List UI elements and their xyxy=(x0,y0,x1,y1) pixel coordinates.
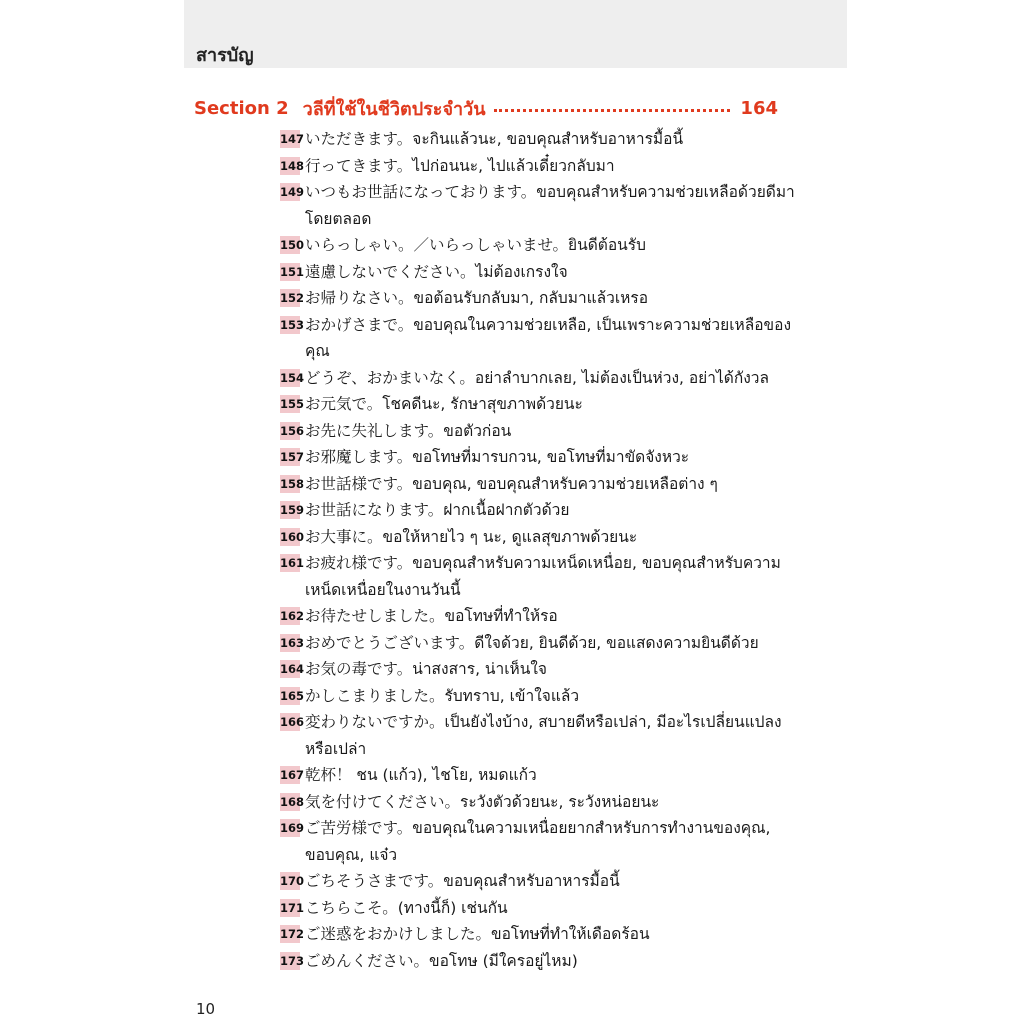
entry-text: お待たせしました。ขอโทษที่ทำให้รอ xyxy=(305,607,558,625)
entry-text: いらっしゃい。／いらっしゃいませ。ยินดีต้อนรับ xyxy=(305,236,646,254)
entry-text: 乾杯！ ชน (แก้ว), ไชโย, หมดแก้ว xyxy=(305,766,537,784)
list-item xyxy=(280,153,800,180)
entry-text: 変わりないですか。เป็นยังไงบ้าง, สบายดีหรือเปล่า, มีอะไรเปลี่ยนแปลงหรือเปล่า xyxy=(305,713,782,758)
entry-number-badge: 149 xyxy=(280,185,305,199)
entry-text: お疲れ様です。ขอบคุณสำหรับความเหน็ดเหนื่อย, ขอบคุณสำหรับความเหน็ดเหนื่อยในงานวันนี้ xyxy=(305,554,781,599)
entry-number-badge: 164 xyxy=(280,662,305,676)
entry-text: ごちそうさまです。ขอบคุณสำหรับอาหารมื้อนี้ xyxy=(305,872,620,890)
entry-number-badge: 161 xyxy=(280,556,305,570)
entry-number-badge: 154 xyxy=(280,370,305,385)
entry-number-badge: 160 xyxy=(280,529,305,544)
header-band xyxy=(184,0,847,68)
list-item xyxy=(280,948,800,975)
entry-number-badge: 173 xyxy=(280,953,305,968)
dotted-leader xyxy=(494,109,731,112)
list-item xyxy=(280,471,800,498)
list-item xyxy=(280,312,800,365)
entry-number-badge: 153 xyxy=(280,317,305,332)
section-page-number: 164 xyxy=(740,97,778,119)
entry-number-badge: 165 xyxy=(280,688,305,703)
list-item xyxy=(280,232,800,259)
page-number: 10 xyxy=(196,1000,216,1018)
entry-number-badge: 171 xyxy=(280,900,305,915)
entry-number-badge: 159 xyxy=(280,503,305,517)
entry-text: 行ってきます。ไปก่อนนะ, ไปแล้วเดี๋ยวกลับมา xyxy=(305,156,615,175)
list-item xyxy=(280,656,800,683)
entry-number-badge: 162 xyxy=(280,609,305,623)
entry-text: お気の毒です。น่าสงสาร, น่าเห็นใจ xyxy=(305,660,547,678)
entry-number-badge: 152 xyxy=(280,291,305,305)
entry-text: お先に失礼します。ขอตัวก่อน xyxy=(305,421,512,440)
phrase-list xyxy=(280,126,800,974)
list-item xyxy=(280,683,800,710)
list-item xyxy=(280,285,800,312)
section-title: วลีที่ใช้ในชีวิตประจำวัน xyxy=(302,98,486,120)
list-item xyxy=(280,259,800,286)
entry-text: お世話になります。ฝากเนื้อฝากตัวด้วย xyxy=(305,501,570,519)
entry-text: おかげさまで。ขอบคุณในความช่วยเหลือ, เป็นเพราะความช่วยเหลือของคุณ xyxy=(305,315,792,360)
entry-number-badge: 167 xyxy=(280,768,305,782)
entry-number-badge: 158 xyxy=(280,476,305,491)
list-item xyxy=(280,365,800,392)
list-item xyxy=(280,815,800,868)
entry-number-badge: 156 xyxy=(280,423,305,438)
list-item xyxy=(280,126,800,153)
page-title: สารบัญ xyxy=(196,45,254,66)
entry-text: お帰りなさい。ขอต้อนรับกลับมา, กลับมาแล้วเหรอ xyxy=(305,289,649,307)
entry-text: お大事に。ขอให้หายไว ๆ นะ, ดูแลสุขภาพด้วยนะ xyxy=(305,527,638,546)
entry-number-badge: 147 xyxy=(280,132,305,146)
list-item xyxy=(280,497,800,524)
list-item xyxy=(280,179,800,232)
entry-text: 気を付けてください。ระวังตัวด้วยนะ, ระวังหน่อยนะ xyxy=(305,792,660,811)
entry-text: お元気で。โชคดีนะ, รักษาสุขภาพด้วยนะ xyxy=(305,395,583,413)
entry-text: かしこまりました。รับทราบ, เข้าใจแล้ว xyxy=(305,686,580,705)
list-item xyxy=(280,418,800,445)
entry-text: おめでとうございます。ดีใจด้วย, ยินดีด้วย, ขอแสดงความยินดีด้วย xyxy=(305,633,759,652)
entry-text: お世話様です。ขอบคุณ, ขอบคุณสำหรับความช่วยเหลือต่าง ๆ xyxy=(305,474,718,493)
entry-number-badge: 168 xyxy=(280,794,305,809)
list-item xyxy=(280,921,800,948)
entry-text: ごめんください。ขอโทษ (มีใครอยู่ไหม) xyxy=(305,951,578,970)
entry-number-badge: 155 xyxy=(280,397,305,411)
entry-text: 遠慮しないでください。ไม่ต้องเกรงใจ xyxy=(305,262,568,281)
entry-number-badge: 163 xyxy=(280,635,305,650)
list-item xyxy=(280,762,800,789)
entry-number-badge: 166 xyxy=(280,715,305,729)
entry-text: ご苦労様です。ขอบคุณในความเหนื่อยยากสำหรับการทำงานของคุณ, ขอบคุณ, แจ๋ว xyxy=(305,819,771,864)
entry-number-badge: 169 xyxy=(280,821,305,835)
entry-text: いつもお世話になっております。ขอบคุณสำหรับความช่วยเหลือด้วยดีมาโดยตลอด xyxy=(305,183,795,228)
list-item xyxy=(280,603,800,630)
entry-number-badge: 170 xyxy=(280,874,305,888)
section-label: Section 2 xyxy=(194,97,289,119)
list-item xyxy=(280,789,800,816)
list-item xyxy=(280,444,800,471)
list-item xyxy=(280,895,800,922)
entry-number-badge: 150 xyxy=(280,238,305,252)
entry-text: お邪魔します。ขอโทษที่มารบกวน, ขอโทษที่มาขัดจังหวะ xyxy=(305,448,690,466)
entry-text: いただきます。จะกินแล้วนะ, ขอบคุณสำหรับอาหารมื้อนี้ xyxy=(305,130,684,148)
entry-number-badge: 172 xyxy=(280,927,305,941)
entry-text: こちらこそ。(ทางนี้ก็) เช่นกัน xyxy=(305,898,508,917)
list-item xyxy=(280,391,800,418)
list-item xyxy=(280,709,800,762)
section-heading xyxy=(194,96,778,120)
entry-number-badge: 157 xyxy=(280,450,305,464)
entry-number-badge: 148 xyxy=(280,158,305,173)
entry-text: どうぞ、おかまいなく。อย่าลำบากเลย, ไม่ต้องเป็นห่วง, อย่าได้กังวล xyxy=(305,368,769,387)
list-item xyxy=(280,524,800,551)
list-item xyxy=(280,550,800,603)
list-item xyxy=(280,868,800,895)
list-item xyxy=(280,630,800,657)
entry-number-badge: 151 xyxy=(280,264,305,279)
entry-text: ご迷惑をおかけしました。ขอโทษที่ทำให้เดือดร้อน xyxy=(305,925,650,943)
